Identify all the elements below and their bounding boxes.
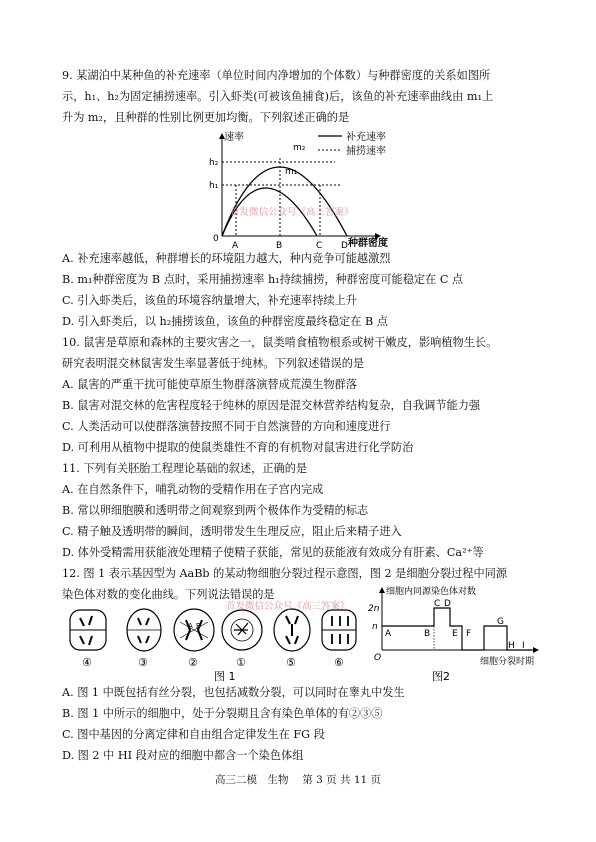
q11-option-b: B. 常以卵细胞膜和透明带之间观察到两个极体作为受精的标志 [62, 504, 369, 517]
cell-4 [70, 610, 106, 650]
svg-text:F: F [466, 629, 472, 639]
svg-text:H: H [508, 641, 515, 651]
q9-stem-line3: 升为 m₂，且种群的性别比例更加均衡。下列叙述正确的是 [62, 111, 350, 124]
q12-option-d: D. 图 2 中 HI 段对应的细胞中都含一个染色体组 [62, 749, 304, 762]
fig1-label-6: ⑥ [334, 656, 344, 669]
q11-option-a: A. 在自然条件下，哺乳动物的受精作用在子宫内完成 [62, 483, 324, 496]
svg-text:C: C [316, 241, 323, 250]
cell-3 [127, 609, 161, 651]
q9-origin: 0 [213, 234, 219, 244]
page-footer: 高三二模 生物 第 3 页 共 11 页 [214, 774, 382, 786]
svg-text:A: A [385, 629, 392, 639]
fig1-label-4: ④ [82, 656, 92, 669]
svg-text:h₁: h₁ [209, 181, 219, 191]
q11-stem: 11. 下列有关胚胎工程理论基础的叙述，正确的是 [62, 462, 308, 475]
q12-option-b: B. 图 1 中所示的细胞中，处于分裂期且含有染色单体的有②③⑤ [62, 707, 383, 720]
q10-option-a: A. 鼠害的严重干扰可能使草原生物群落演替成荒漠生物群落 [62, 378, 357, 391]
q9-option-d: D. 引入虾类后，以 h₂捕捞该鱼，该鱼的种群密度最终稳定在 B 点 [62, 315, 388, 328]
q9-chart [190, 128, 430, 250]
svg-text:O: O [374, 653, 382, 663]
fig1-label-5: ⑤ [286, 656, 296, 669]
fig2-title: 细胞内同源染色体对数 [386, 587, 477, 597]
watermark: 首发微信公众号《高三答案》 [230, 207, 354, 218]
svg-text:D: D [341, 241, 348, 250]
q9-option-c: C. 引入虾类后，该鱼的环境容纳量增大，补充速率持续上升 [62, 294, 357, 307]
q10-option-c: C. 人类活动可以使群落演替按照不同于自然演替的方向和速度进行 [62, 420, 391, 433]
svg-text:h₂: h₂ [209, 158, 219, 168]
q11-option-c: C. 精子触及透明带的瞬间，透明带发生生理反应，阻止后来精子进入 [62, 525, 402, 538]
svg-text:I: I [522, 641, 525, 651]
cell-1 [222, 610, 262, 650]
svg-text:B: B [196, 622, 201, 630]
watermark-2: 首发微信公众号《高三答案》 [226, 601, 350, 612]
svg-text:2n: 2n [368, 604, 380, 614]
svg-text:m₁: m₁ [285, 167, 298, 177]
fig1-caption: 图 1 [214, 670, 236, 682]
q9-option-a: A. 补充速率越低，种群增长的环境阻力越大，种内竞争可能越激烈 [62, 252, 391, 265]
q9-option-b: B. m₁种群密度为 B 点时，采用捕捞速率 h₁持续捕捞，种群密度可能稳定在 C 点 [62, 273, 464, 286]
fig1-label-1: ① [236, 656, 246, 669]
q12-stem-line2: 染色体对数的变化曲线。下列说法错误的是 [62, 588, 275, 601]
q9-stem-line2: 示，h₁、h₂为固定捕捞速率。引入虾类(可被该鱼捕食)后，该鱼的补充速率曲线由 m₁上 [62, 90, 494, 103]
svg-text:A: A [232, 241, 239, 250]
q12-figure1 [64, 606, 364, 682]
q9-x-label: 种群密度 [348, 238, 388, 249]
svg-text:C: C [434, 599, 441, 609]
legend-solid: 补充速率 [346, 132, 386, 143]
svg-text:B: B [424, 629, 431, 639]
svg-text:A: A [188, 622, 193, 630]
legend-dotted: 捕捞速率 [346, 146, 386, 157]
q9-stem-line1: 9. 某湖泊中某种鱼的补充速率（单位时间内净增加的个体数）与种群密度的关系如图所 [62, 69, 491, 82]
svg-text:m₂: m₂ [293, 143, 306, 153]
svg-text:D: D [444, 599, 451, 609]
q10-option-d: D. 可利用从植物中提取的使鼠类雄性不育的有机物对鼠害进行化学防治 [62, 441, 414, 454]
fig1-label-2: ② [188, 656, 198, 669]
fig1-label-3: ③ [138, 656, 148, 669]
cell-2 [174, 609, 214, 651]
q10-stem-line2: 研究表明混交林鼠害发生率显著低于纯林。下列叙述错误的是 [62, 357, 365, 370]
svg-text:G: G [497, 617, 504, 627]
q12-figure2 [362, 582, 542, 682]
q10-option-b: B. 鼠害对混交林的危害程度轻于纯林的原因是混交林营养结构复杂，自我调节能力强 [62, 399, 481, 412]
fig2-x-label: 细胞分裂时期 [480, 657, 535, 667]
q11-option-d: D. 体外受精需用获能液处理精子使精子获能，常见的获能液有效成分有肝素、Ca²⁺等 [62, 546, 484, 559]
q12-option-a: A. 图 1 中既包括有丝分裂，也包括减数分裂，可以同时在睾丸中发生 [62, 686, 405, 699]
svg-text:E: E [452, 629, 458, 639]
q10-stem-line1: 10. 鼠害是草原和森林的主要灾害之一，鼠类啃食植物根系或树干嫩皮，影响植物生长。 [62, 336, 498, 349]
svg-text:n: n [372, 622, 378, 632]
cell-5 [274, 609, 310, 651]
m2-curve [222, 167, 347, 236]
q12-stem-line1: 12. 图 1 表示基因型为 AaBb 的某动物细胞分裂过程示意图，图 2 是细胞分裂过程中同源 [62, 567, 508, 580]
q9-y-label: 速率 [224, 132, 244, 143]
cell-6 [322, 610, 356, 650]
fig2-caption: 图2 [432, 670, 450, 682]
svg-text:B: B [276, 241, 283, 250]
q12-option-c: C. 图中基因的分离定律和自由组合定律发生在 FG 段 [62, 728, 325, 741]
